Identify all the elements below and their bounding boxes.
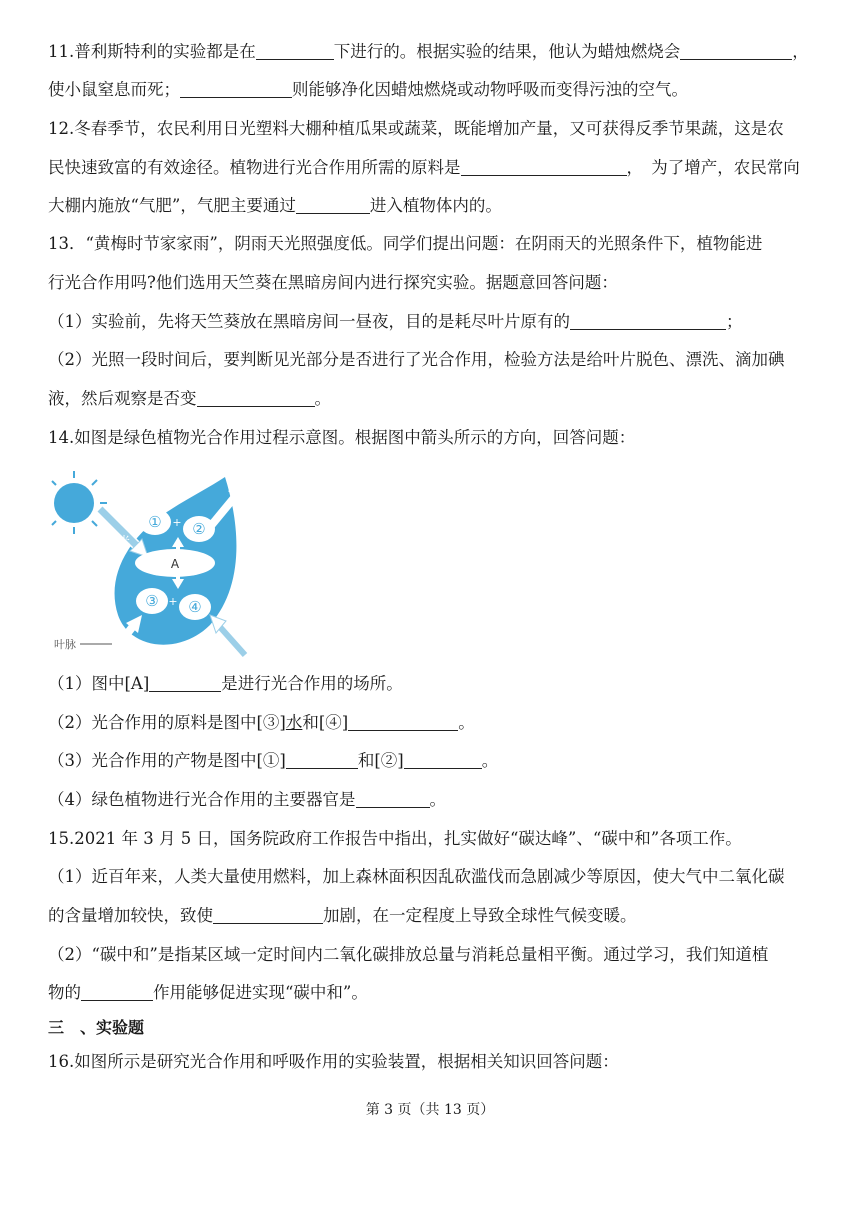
q11-text: ，	[792, 42, 809, 61]
label-A: A	[170, 557, 180, 571]
q14-text: 。	[429, 790, 446, 809]
q14-line1	[48, 426, 635, 450]
answer-blank[interactable]	[348, 712, 458, 731]
answer-blank[interactable]	[286, 750, 358, 769]
q14-part1	[48, 672, 403, 696]
q14-text: （3）光合作用的产物是图中[①]	[48, 751, 286, 770]
q12-text: 12.冬春季节，农民利用日光塑料大棚种植瓜果或蔬菜，既能增加产量，又可获得反季节果蔬，这是农	[48, 119, 784, 138]
answer-blank[interactable]	[296, 195, 370, 214]
q12-line1	[48, 117, 784, 141]
q13-text: ；	[726, 312, 743, 331]
label-3: ③	[145, 592, 159, 610]
q13-text: 。	[314, 389, 331, 408]
q13-line1	[48, 232, 762, 256]
q15-part1	[48, 865, 785, 889]
q14-text: 和[②]	[357, 751, 404, 770]
q15-text: 的含量增加较快，致使	[48, 906, 213, 925]
answer-blank[interactable]	[180, 79, 292, 98]
answer-blank[interactable]	[149, 673, 221, 692]
q12-text: 进入植物体内的。	[369, 196, 502, 215]
q14-text: （4）绿色植物进行光合作用的主要器官是	[48, 790, 356, 809]
label-4: ④	[188, 598, 202, 616]
q15-part2	[48, 943, 768, 967]
q12-text: 大棚内施放“气肥”，气肥主要通过	[48, 196, 296, 215]
q12-line2	[48, 156, 800, 180]
q13-text: （2）光照一段时间后，要判断见光部分是否进行了光合作用，检验方法是给叶片脱色、漂洗、滴加碘	[48, 350, 785, 369]
q15-text: 作用能够促进实现“碳中和”。	[153, 983, 368, 1002]
answer-blank[interactable]	[570, 311, 726, 330]
q15-text: （2）“碳中和”是指某区域一定时间内二氧化碳排放总量与消耗总量相平衡。通过学习，我们知道植	[48, 945, 769, 964]
q14-part2	[48, 711, 475, 735]
answer-blank[interactable]	[256, 41, 334, 60]
q14-text: 。	[458, 713, 475, 732]
q14-text: 是进行光合作用的场所。	[221, 674, 403, 693]
q14-part3	[48, 749, 498, 773]
plus-sign: +	[172, 516, 182, 529]
q15-part2-cont	[48, 981, 368, 1005]
q15-text: 物的	[48, 983, 81, 1002]
answer-blank[interactable]	[680, 41, 792, 60]
section-title: 三 、实验题	[48, 1018, 145, 1037]
answer-blank[interactable]	[461, 157, 627, 176]
sun-icon	[50, 471, 107, 534]
q14-text: 和[④]	[302, 713, 349, 732]
section-heading	[48, 1016, 144, 1040]
q16-line1	[48, 1050, 619, 1074]
q12-text: ， 为了增产，农民常向	[626, 158, 800, 177]
q13-text: （1）实验前，先将天竺葵放在黑暗房间一昼夜，目的是耗尽叶片原有的	[48, 312, 570, 331]
q11-text: 则能够净化因蜡烛燃烧或动物呼吸而变得污浊的空气。	[292, 80, 688, 99]
q16-text: 16.如图所示是研究光合作用和呼吸作用的实验装置，根据相关知识回答问题：	[48, 1052, 619, 1071]
q13-part2	[48, 348, 785, 372]
q15-part1-cont	[48, 904, 637, 928]
q15-text: 加剧，在一定程度上导致全球性气候变暖。	[323, 906, 637, 925]
q14-text: 。	[481, 751, 499, 770]
answer-blank[interactable]	[404, 750, 482, 769]
q11-text: 下进行的。根据实验的结果，他认为蜡烛燃烧会	[333, 42, 681, 61]
photosynthesis-diagram	[50, 465, 255, 660]
q11-text: 11.普利斯特利的实验都是在	[48, 42, 256, 61]
answer-blank[interactable]	[197, 388, 315, 407]
answer-blank[interactable]	[81, 982, 153, 1001]
q13-line2	[48, 271, 618, 295]
q13-text: 13．“黄梅时节家家雨”，阴雨天光照强度低。同学们提出问题：在阴雨天的光照条件下，植物能进	[48, 234, 763, 253]
q14-text: （2）光合作用的原料是图中[③]	[48, 713, 286, 732]
q14-text: 14.如图是绿色植物光合作用过程示意图。根据图中箭头所示的方向，回答问题：	[48, 428, 636, 447]
page-footer: 第 3 页（共 13 页）	[365, 1102, 495, 1118]
filled-answer: 水	[285, 713, 303, 732]
q11-line1	[48, 40, 809, 64]
answer-blank[interactable]	[213, 905, 323, 924]
q11-line2	[48, 78, 688, 102]
co2-arrow	[210, 615, 245, 655]
q14-text: （1）图中[A]	[48, 674, 150, 693]
answer-blank[interactable]	[356, 789, 430, 808]
label-2: ②	[192, 520, 206, 538]
label-1: ①	[148, 513, 162, 531]
q14-part4	[48, 788, 446, 812]
q12-text: 民快速致富的有效途径。植物进行光合作用所需的原料是	[48, 158, 461, 177]
q13-part1	[48, 310, 743, 334]
plus-sign: +	[168, 595, 178, 608]
q12-line3	[48, 194, 502, 218]
q13-text: 行光合作用吗?他们选用天竺葵在黑暗房间内进行探究实验。据题意回答问题：	[48, 273, 618, 292]
q13-part2-cont	[48, 387, 331, 411]
light-label: 光	[118, 534, 131, 548]
vein-label: 叶脉	[54, 638, 76, 651]
q13-text: 液，然后观察是否变	[48, 389, 197, 408]
q11-text: 使小鼠窒息而死；	[48, 80, 180, 99]
q15-line1	[48, 827, 742, 851]
q15-text: 15.2021 年 3 月 5 日，国务院政府工作报告中指出，扎实做好“碳达峰”、“碳中和”各项工作。	[48, 829, 742, 848]
q15-text: （1）近百年来，人类大量使用燃料，加上森林面积因乱砍滥伐而急剧减少等原因，使大气中二氧化碳	[48, 867, 785, 886]
